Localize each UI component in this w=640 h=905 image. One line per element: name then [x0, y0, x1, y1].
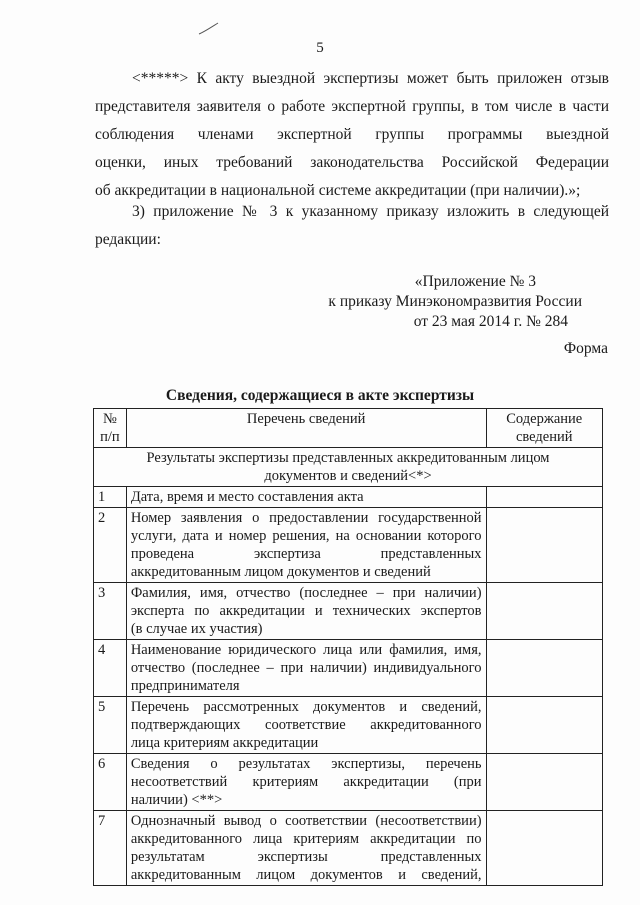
row-content-cell — [486, 640, 602, 697]
row-description-line: Наименование юридического лица или фамилия, имя, — [130, 642, 482, 658]
header-content-line: Содержание — [506, 411, 583, 427]
header-content — [486, 409, 602, 448]
row-number: 2 — [94, 508, 127, 583]
item3-line: редакции: — [95, 231, 161, 248]
row-number: 5 — [94, 697, 127, 754]
row-content-cell — [486, 487, 602, 508]
table-title: Сведения, содержащиеся в акте экспертизы — [165, 387, 475, 404]
intro-line: оценки, иных требований законодательства Российской Федерации — [95, 154, 609, 171]
row-description-line: (в случае их участия) — [130, 621, 263, 637]
pen-mark — [198, 22, 220, 36]
table-row — [94, 811, 603, 886]
intro-paragraph — [95, 65, 609, 205]
info-table — [93, 408, 603, 886]
row-description-line: Фамилия, имя, отчество (последнее – при наличии) — [130, 585, 482, 601]
row-description-line: Дата, время и место составления акта — [130, 489, 364, 505]
row-description-line: проведена экспертиза представленных — [130, 546, 482, 562]
row-number: 4 — [94, 640, 127, 697]
row-description-line: результатам экспертизы представленных — [130, 849, 482, 865]
row-content-cell — [486, 811, 602, 886]
table-header-row — [94, 409, 603, 448]
appendix-line: от 23 мая 2014 г. № 284 — [413, 313, 568, 330]
row-description-line: Однозначный вывод о соответствии (несоответствии) — [130, 813, 482, 829]
form-label: Форма — [563, 340, 608, 357]
table-row — [94, 754, 603, 811]
row-number: 6 — [94, 754, 127, 811]
row-number: 1 — [94, 487, 127, 508]
row-description — [126, 640, 486, 697]
row-description — [126, 583, 486, 640]
section-row — [94, 448, 603, 487]
row-description-line: наличии) <**> — [130, 792, 223, 808]
appendix-line: «Приложение № 3 — [414, 273, 536, 290]
row-description-line: подтверждающих соответствие аккредитованного — [130, 717, 482, 733]
row-content-cell — [486, 508, 602, 583]
page-number: 5 — [316, 40, 324, 56]
header-num-line: п/п — [100, 429, 120, 445]
table-row — [94, 697, 603, 754]
row-content-cell — [486, 697, 602, 754]
row-description — [126, 754, 486, 811]
intro-line: об аккредитации в национальной системе аккредитации (при наличии).»; — [95, 182, 581, 199]
intro-line: соблюдения членами экспертной группы программы выездной — [95, 126, 609, 143]
row-description-line: аккредитованного лица критериям аккредитации по — [130, 831, 482, 847]
header-content-line: сведений — [515, 429, 573, 445]
intro-line: представителя заявителя о работе экспертной группы, в том числе в части — [95, 98, 609, 115]
intro-line: <*****> К акту выездной экспертизы может быть приложен отзыв — [132, 70, 609, 87]
row-description-line: лица критериям аккредитации — [130, 735, 319, 751]
row-description-line: Перечень рассмотренных документов и сведений, — [130, 699, 482, 715]
table-row — [94, 487, 603, 508]
row-description-line: Номер заявления о предоставлении государственной — [130, 510, 482, 526]
row-number: 3 — [94, 583, 127, 640]
row-content-cell — [486, 754, 602, 811]
row-description-line: несоответствий критериям аккредитации (при — [130, 774, 482, 790]
section-line: Результаты экспертизы представленных аккредитованным лицом — [146, 450, 550, 466]
item3-line: 3) приложение № 3 к указанному приказу изложить в следующей — [132, 203, 609, 220]
row-description-line: аккредитованным лицом документов и сведений — [130, 564, 431, 580]
header-list: Перечень сведений — [126, 409, 486, 448]
row-description-line: услуги, дата и номер решения, на основании которого — [130, 528, 482, 544]
row-description — [126, 508, 486, 583]
row-description — [126, 487, 486, 508]
section-line: документов и сведений<*> — [264, 468, 432, 484]
header-num — [94, 409, 127, 448]
appendix-header — [328, 272, 582, 332]
row-description-line: Сведения о результатах экспертизы, перечень — [130, 756, 482, 772]
appendix-line: к приказу Минэкономразвития России — [328, 293, 582, 310]
row-description-line: отчество (последнее – при наличии) индивидуального — [130, 660, 482, 676]
table-row — [94, 640, 603, 697]
header-num-line: № — [102, 411, 117, 427]
row-description — [126, 811, 486, 886]
row-description-line: предпринимателя — [130, 678, 240, 694]
row-description — [126, 697, 486, 754]
row-description-line: аккредитованным лицом документов и сведений, — [130, 867, 482, 883]
item3-paragraph — [95, 198, 609, 254]
section-cell — [94, 448, 603, 487]
row-number: 7 — [94, 811, 127, 886]
table-row — [94, 583, 603, 640]
row-content-cell — [486, 583, 602, 640]
table-row — [94, 508, 603, 583]
row-description-line: эксперта по аккредитации и технических экспертов — [130, 603, 482, 619]
